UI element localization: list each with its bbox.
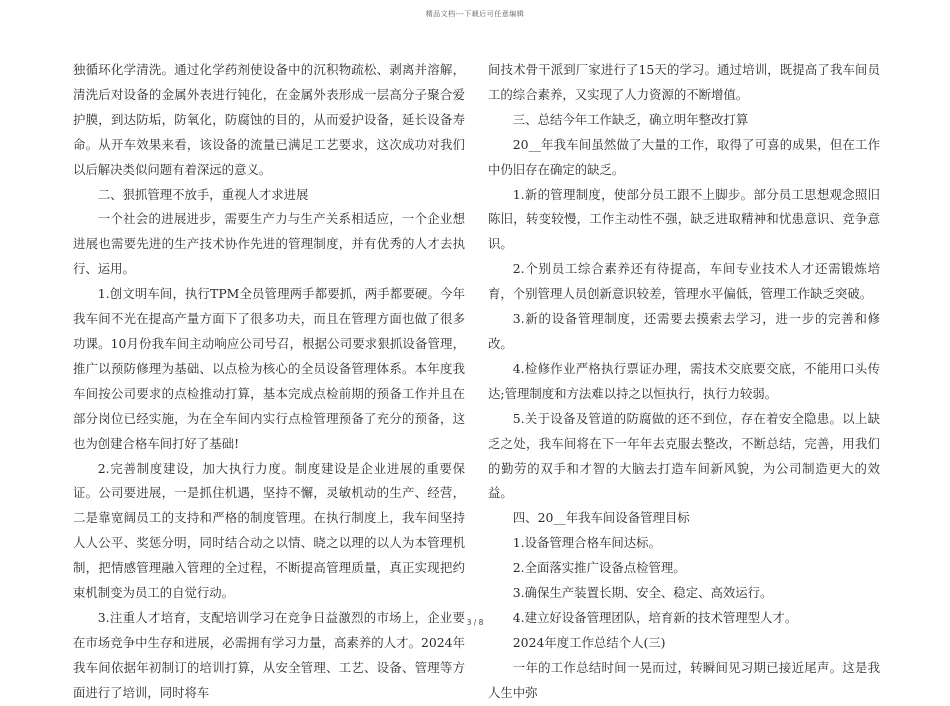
- paragraph: 1.创文明车间，执行TPM全员管理两手都要抓，两手都要硬。今年我车间不光在提高产量方面下了很多功夫，而且在管理方面也做了很多功课。10月份我车间主动响应公司号召，根据公司要求狠抓设备管理，推广以预防修理为基础、以点检为核心的全员设备管理体系。本年度我车间按公司要求的点检推动打算，基本完成点检前期的预备工作并且在部分岗位已经实施，为在全车间内实行点检管理预备了充分的预备，这也为创建合格车间打好了基础!: [73, 286, 465, 451]
- paragraph: 3.注重人才培育，支配培训学习在竞争日益激烈的市场上，企业要在市场竞争中生存和进展，必需拥有学习力量，高素养的人才。2024年我车间依据年初制订的培训打算，从安全管理、工艺、设备、管理等方面进行了培训，同时将车: [73, 609, 465, 700]
- paragraph: 4.检修作业严格执行票证办理，需技术交底要交底，不能用口头传达;管理制度和方法难以持之以恒执行，执行力较弱。: [488, 360, 880, 401]
- paragraph: 1.新的管理制度，使部分员工跟不上脚步。部分员工思想观念照旧陈旧，转变较慢，工作主动性不强，缺乏进取精神和忧患意识、竞争意识。: [488, 186, 880, 252]
- page-header: 精品文档---下载后可任意编辑: [425, 10, 525, 18]
- list-item: 2.全面落实推广设备点检管理。: [512, 560, 686, 576]
- paragraph: 一个社会的进展进步，需要生产力与生产关系相适应，一个企业想进展也需要先进的生产技术协作先进的管理制度，并有优秀的人才去执行、运用。: [73, 211, 465, 277]
- section-heading: 二、狠抓管理不放手，重视人才求进展: [97, 186, 309, 202]
- list-item: 4.建立好设备管理团队，培育新的技术管理型人才。: [512, 609, 798, 625]
- section-heading: 三、总结今年工作缺乏，确立明年整改打算: [512, 111, 749, 127]
- paragraph: 一年的工作总结时间一晃而过，转瞬间见习期已接近尾声。这是我人生中弥: [488, 659, 880, 700]
- right-text-column: [488, 58, 880, 706]
- section-heading: 四、20__年我车间设备管理目标: [512, 510, 690, 526]
- paragraph: 2.个别员工综合素养还有待提高，车间专业技术人才还需锻炼培育，个别管理人员创新意识较差，管理水平偏低，管理工作缺乏突破。: [488, 261, 880, 302]
- page-number: 3 / 8: [466, 618, 484, 627]
- list-item: 1.设备管理合格车间达标。: [512, 535, 661, 551]
- paragraph: 5.关于设备及管道的防腐做的还不到位，存在着安全隐患。以上缺乏之处，我车间将在下一年年去克服去整改，不断总结，完善，用我们的勤劳的双手和才智的大脑去打造车间新风貌，为公司制造更大的效益。: [488, 410, 880, 501]
- paragraph: 2.完善制度建设，加大执行力度。制度建设是企业进展的重要保证。公司要进展，一是抓住机遇，坚持不懈，灵敏机动的生产、经营，二是靠宽阔员工的支持和严格的制度管理。在执行制度上，我车间坚持人人公平、奖惩分明，同时结合动之以情、晓之以理的以人为本管理机制，把情感管理融入管理的全过程，不断提高管理质量，真正实现把约束机制变为员工的自觉行动。: [73, 460, 465, 601]
- paragraph: 独循环化学清洗。通过化学药剂使设备中的沉积物疏松、剥离并溶解，清洗后对设备的金属外表进行钝化，在金属外表形成一层高分子聚合爱护膜，到达防垢，防氧化，防腐蚀的目的，从而爱护设备，延长设备寿命。从开车效果来看，该设备的流量已满足工艺要求，这次成功对我们以后解决类似问题有着深远的意义。: [73, 62, 465, 177]
- paragraph: 20__年我车间虽然做了大量的工作，取得了可喜的成果，但在工作中仍旧存在确定的缺乏。: [488, 136, 880, 177]
- document-title: 2024年度工作总结个人(三): [512, 634, 666, 650]
- paragraph: 间技术骨干派到厂家进行了15天的学习。通过培训，既提高了我车间员工的综合素养，又实现了人力资源的不断增值。: [488, 62, 880, 102]
- list-item: 3.确保生产装置长期、安全、稳定、高效运行。: [512, 585, 773, 601]
- left-text-column: [73, 58, 465, 706]
- paragraph: 3.新的设备管理制度，还需要去摸索去学习，进一步的完善和修改。: [488, 311, 880, 351]
